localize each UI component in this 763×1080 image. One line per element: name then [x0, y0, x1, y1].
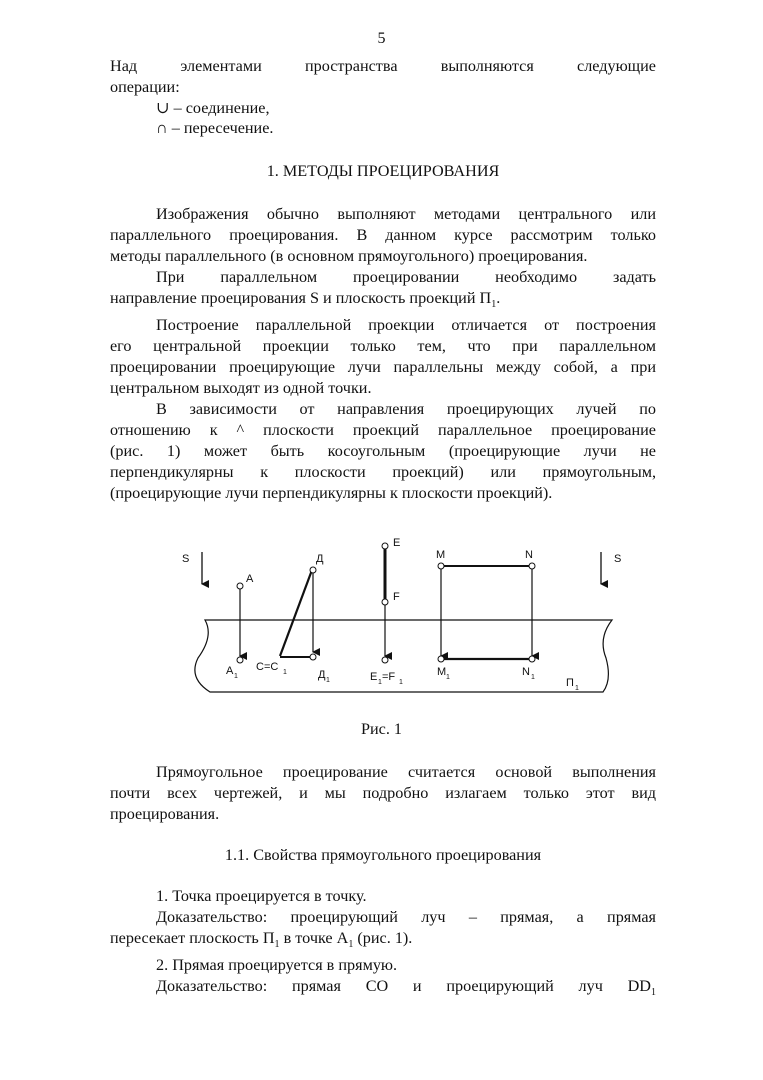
text-line: 1. Точка проецируется в точку.: [156, 887, 367, 905]
label-n1: N: [522, 666, 530, 678]
label-n: N: [525, 549, 533, 561]
label-m1: M: [437, 666, 447, 678]
label-f: F: [393, 591, 400, 603]
text-line: Над элементами пространства выполняются следующие: [110, 57, 656, 75]
text-line: 2. Прямая проецируется в прямую.: [156, 956, 398, 975]
text-line: центральном выходят из одной точки.: [110, 379, 372, 398]
label-a1: A: [226, 665, 234, 677]
subscript: 1: [491, 299, 497, 311]
point-d1: [310, 654, 316, 660]
label-c-sub: 1: [283, 669, 287, 676]
label-e1: E: [370, 671, 378, 683]
label-s-left: S: [182, 553, 190, 565]
text-line: проецирования.: [110, 805, 220, 823]
text-line: При параллельном проецировании необходимо задать: [156, 268, 656, 286]
paragraph: [110, 204, 656, 504]
figure-caption: Рис. 1: [360, 720, 403, 738]
properties-block: [110, 886, 656, 1003]
intersection-line: ∩ – пересечение.: [156, 119, 274, 137]
point-m1: [438, 656, 444, 662]
text-line: (рис. 1) может быть косоугольным (проецирующие лучи не: [110, 442, 656, 461]
text-line: В зависимости от направления проецирующих лучей по: [156, 400, 656, 419]
label-f1-sub: 1: [399, 679, 403, 686]
section-title: 1. МЕТОДЫ ПРОЕЦИРОВАНИЯ: [266, 162, 500, 180]
text-line: (проецирующие лучи перпендикулярны к плоскости проекций).: [110, 484, 553, 503]
operations-block: [110, 56, 656, 98]
text-span: в точке А: [279, 929, 349, 947]
label-plane: П: [566, 677, 574, 689]
point-d: [310, 567, 316, 573]
label-e: E: [393, 537, 401, 549]
subsection-title: 1.1. Свойства прямоугольного проецирования: [224, 846, 542, 864]
text-line: перпендикулярны к плоскости проекций) или прямоугольным,: [110, 463, 656, 482]
point-m: [438, 563, 444, 569]
text-line: Прямоугольное проецирование считается основой выполнения: [156, 763, 656, 781]
text-line: Построение параллельной проекции отличается от построения: [156, 316, 656, 335]
text-line: отношению к ^ плоскости проекций параллельное проецирование: [110, 421, 656, 440]
subscript: 1: [274, 939, 280, 951]
point-n: [529, 563, 535, 569]
text-line: Доказательство: проецирующий луч – прямая, а прямая: [156, 908, 656, 926]
segment-cd: [280, 570, 312, 656]
text-line: методы параллельного (в основном прямоугольного) проецирования.: [110, 247, 588, 265]
projection-figure: [0, 528, 763, 708]
point-a1: [237, 657, 243, 663]
text-line: [110, 288, 656, 315]
text-line: его центральной проекции только тем, что при параллельном: [110, 337, 656, 356]
text-line: проецировании проецирующие лучи параллельны между собой, а при: [110, 358, 656, 377]
label-e1-sub: 1: [378, 679, 382, 686]
point-f: [382, 599, 388, 605]
text-line: параллельного проецирования. В данном курсе рассмотрим только: [110, 226, 656, 244]
point-n1: [529, 656, 535, 662]
text-line: Изображения обычно выполняют методами центрального или: [156, 205, 656, 223]
label-e1-mid: =F: [382, 671, 396, 683]
label-m: M: [436, 549, 446, 561]
text-span: Доказательство: прямая СО и проецирующий луч DD: [156, 977, 651, 996]
point-e: [382, 543, 388, 549]
subscript: 1: [651, 987, 656, 999]
label-d1: Д: [318, 669, 326, 681]
label-c: C=C: [256, 661, 279, 673]
label-m1-sub: 1: [446, 674, 450, 681]
text-line: операции:: [110, 78, 180, 96]
point-a: [237, 583, 243, 589]
text-span: .: [496, 289, 501, 307]
page-number: 5: [377, 30, 386, 47]
union-line: ∪ – соединение,: [156, 99, 270, 117]
label-d1-sub: 1: [326, 677, 330, 684]
label-d: Д: [316, 553, 324, 565]
text-line: [110, 928, 656, 955]
label-n1-sub: 1: [531, 674, 535, 681]
paragraph: [110, 762, 656, 825]
label-s-right: S: [614, 553, 622, 565]
text-line: почти всех чертежей, и мы подробно излагаем только этот вид: [110, 784, 656, 802]
label-a1-sub: 1: [234, 673, 238, 680]
projection-plane: [195, 620, 612, 692]
text-span: пересекает плоскость П: [110, 929, 275, 947]
label-plane-sub: 1: [575, 685, 579, 692]
text-span: направление проецирования S и плоскость проекций П: [110, 289, 492, 307]
label-a: A: [246, 573, 254, 585]
point-e1: [382, 657, 388, 663]
text-line: [110, 976, 656, 1003]
subscript: 1: [348, 939, 354, 951]
text-span: (рис. 1).: [353, 929, 413, 947]
